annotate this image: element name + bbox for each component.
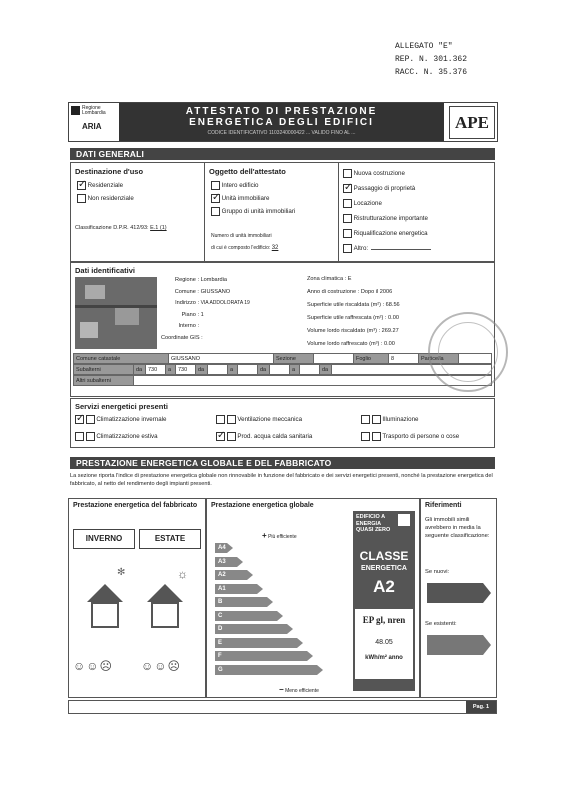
dati-identificativi-box xyxy=(70,262,495,397)
comune-catastale-label: Comune catastale xyxy=(74,354,169,364)
summer-house-roof-icon xyxy=(147,584,183,602)
servizi-title: Servizi energetici presenti xyxy=(75,402,168,411)
altri-subalterni-table xyxy=(73,375,492,386)
inverno-label: INVERNO xyxy=(73,529,135,549)
checkbox-estiva[interactable] xyxy=(75,432,84,441)
ep-unit: kWh/m² anno xyxy=(365,655,403,661)
building-shape xyxy=(80,322,98,338)
plus-icon: + xyxy=(262,531,267,540)
field-value: GIUSSANO xyxy=(200,288,231,295)
label-nuova: Nuova costruzione xyxy=(353,170,405,178)
a-label: a xyxy=(290,365,300,375)
label-locazione: Locazione xyxy=(353,200,382,208)
altri-subalterni-label: Altri subalterni xyxy=(74,376,134,386)
field-key: Interno : xyxy=(178,323,199,329)
class-arrow-a4: A4 xyxy=(215,543,227,553)
classificazione-label: Classificazione D.P.R. 412/93: xyxy=(75,225,149,231)
class-panel xyxy=(353,511,415,691)
da-label: da xyxy=(320,365,332,375)
oggetto-title: Oggetto dell'attestato xyxy=(209,167,286,176)
cell xyxy=(300,365,320,375)
location-fields xyxy=(161,275,301,344)
label-acs: Prod. acqua calda sanitaria xyxy=(237,433,313,441)
piu-efficiente xyxy=(262,531,297,540)
field-value: 0.00 xyxy=(388,315,399,321)
field-key: Regione : xyxy=(175,277,199,283)
class-arrow-a2: A2 xyxy=(215,570,247,580)
field-key: Superficie utile riscaldata (m²) : xyxy=(307,302,385,308)
servizio-estiva[interactable] xyxy=(75,432,158,441)
riferimenti-title: Riferimenti xyxy=(425,502,462,509)
snowflake-icon: ✻ xyxy=(117,567,126,578)
racc-line: RACC. N. 35.376 xyxy=(395,68,468,77)
field-key: Anno di costruzione : xyxy=(307,289,360,295)
field-interno xyxy=(161,321,301,333)
motivo-passaggio[interactable] xyxy=(343,184,431,199)
label-invernale: Climatizzazione invernale xyxy=(96,416,167,424)
fabbricato-box xyxy=(68,498,206,698)
field-comune xyxy=(161,287,301,299)
checkbox-invernale[interactable] xyxy=(75,415,84,424)
checkbox-gruppo[interactable] xyxy=(211,207,220,216)
title-line-1: ATTESTATO DI PRESTAZIONE xyxy=(185,106,378,117)
fan-icon xyxy=(227,415,236,424)
arrow-tip xyxy=(483,635,491,655)
field-key: Zona climatica : xyxy=(307,276,347,282)
a-label: a xyxy=(166,365,176,375)
label-residenziale: Residenziale xyxy=(87,182,124,190)
energetica-label: ENERGETICA xyxy=(361,565,407,572)
destinazione-list xyxy=(77,181,134,207)
altro-line xyxy=(371,249,431,250)
notary-stamp xyxy=(428,312,508,392)
da-label: da xyxy=(134,365,146,375)
field-value: Dopo il 2006 xyxy=(360,289,393,295)
checkbox-locazione[interactable] xyxy=(343,199,352,208)
se-esistenti-label: Se esistenti: xyxy=(425,621,457,627)
field-value: 269.27 xyxy=(381,328,399,334)
checkbox-non-residenziale[interactable] xyxy=(77,194,86,203)
label-riqualificazione: Riqualificazione energetica xyxy=(353,230,428,238)
checkbox-riqualificazione[interactable] xyxy=(343,229,352,238)
composto xyxy=(211,245,278,251)
comune-catastale-value: GIUSSANO xyxy=(169,354,274,364)
sezione-value xyxy=(314,354,354,364)
estate-label: ESTATE xyxy=(139,529,201,549)
subalterni-label: Subalterni xyxy=(74,365,134,375)
region-name: Regione Lombardia xyxy=(82,105,106,116)
label-unita: Unità immobiliare xyxy=(221,195,270,203)
class-arrow-b: B xyxy=(215,597,267,607)
class-arrow-f: F xyxy=(215,651,307,661)
motivo-riqualificazione[interactable] xyxy=(343,229,431,244)
checkbox-nuova[interactable] xyxy=(343,169,352,178)
oggetto-intero[interactable] xyxy=(211,181,295,194)
field-value: 68.56 xyxy=(385,302,400,308)
a-label: a xyxy=(228,365,238,375)
nzeb-checkbox[interactable] xyxy=(398,514,410,526)
region-logo xyxy=(71,106,117,140)
particella-label: Particella xyxy=(419,354,459,364)
classificazione-value: E.1 (1) xyxy=(150,225,167,231)
building-shape xyxy=(115,307,139,325)
annex-block xyxy=(395,40,467,79)
divider xyxy=(204,163,205,261)
field-piano xyxy=(161,310,301,322)
servizio-ventilazione[interactable] xyxy=(216,415,302,424)
servizio-trasporto[interactable] xyxy=(361,432,459,441)
checkbox-residenziale[interactable] xyxy=(77,181,86,190)
label-trasporto: Trasporto di persone o cose xyxy=(382,433,460,441)
checkbox-ventilazione[interactable] xyxy=(216,415,225,424)
riferimenti-box xyxy=(420,498,497,698)
class-arrow-c: C xyxy=(215,611,277,621)
class-arrow-g: G xyxy=(215,665,317,675)
title-band xyxy=(119,103,444,141)
label-non-residenziale: Non residenziale xyxy=(87,195,134,203)
section-dati-generali: DATI GENERALI xyxy=(70,148,495,160)
snowflake-icon xyxy=(86,432,95,441)
label-altro: Altro: xyxy=(353,245,369,253)
field-value: 1 xyxy=(200,311,204,318)
field-regione xyxy=(161,275,301,287)
sezione-label: Sezione xyxy=(274,354,314,364)
label-intero: Intero edificio xyxy=(221,182,259,190)
table-row xyxy=(74,376,492,386)
page-number: Pag. 1 xyxy=(466,701,496,713)
field-key: Volume lordo raffrescato (m³) : xyxy=(307,341,383,347)
oggetto-unita[interactable] xyxy=(211,194,295,207)
stamp-inner-ring xyxy=(438,322,498,382)
divider xyxy=(338,163,339,261)
motivo-ristrutturazione[interactable] xyxy=(343,214,431,229)
globale-box xyxy=(206,498,420,698)
classificazione xyxy=(75,225,167,231)
summer-rating-smileys: ☺☺☹ xyxy=(141,659,182,673)
globale-title: Prestazione energetica globale xyxy=(211,502,314,509)
meno-efficiente xyxy=(279,685,319,694)
cell xyxy=(270,365,290,375)
destinazione-title: Destinazione d'uso xyxy=(75,167,144,176)
dati-generali-box xyxy=(70,162,495,262)
motivo-altro[interactable] xyxy=(343,244,431,259)
field-key: Coordinate GIS : xyxy=(161,334,203,341)
region-rose-icon xyxy=(71,106,80,115)
label-passaggio: Passaggio di proprietà xyxy=(353,185,416,193)
classe-label: CLASSE xyxy=(359,549,409,563)
checkbox-trasporto[interactable] xyxy=(361,432,370,441)
winter-house-icon xyxy=(91,602,119,628)
foglio-label: Foglio xyxy=(354,354,389,364)
fabbricato-title: Prestazione energetica del fabbricato xyxy=(73,502,198,509)
piu-label: Più efficiente xyxy=(268,534,297,540)
foglio-value: 8 xyxy=(389,354,419,364)
field-anno xyxy=(307,286,492,299)
field-value: E xyxy=(347,276,352,282)
field-value: VIA ADDOLORATA 19 xyxy=(200,300,250,306)
subalterni-table xyxy=(73,364,492,375)
nzeb-label: EDIFICIO A ENERGIA QUASI ZERO xyxy=(356,514,391,533)
motivo-locazione[interactable] xyxy=(343,199,431,214)
footer-bar xyxy=(68,700,497,714)
checkbox-unita[interactable] xyxy=(211,194,220,203)
field-indirizzo xyxy=(161,298,301,310)
elevator-icon xyxy=(372,432,381,441)
label-ventilazione: Ventilazione meccanica xyxy=(237,416,303,424)
certificate-header xyxy=(68,102,498,142)
winter-house-roof-icon xyxy=(87,584,123,602)
da-label: da xyxy=(258,365,270,375)
label-estiva: Climatizzazione estiva xyxy=(96,433,158,441)
se-esistenti-arrow xyxy=(427,635,483,655)
checkbox-altro[interactable] xyxy=(343,244,352,253)
label-illuminazione: Illuminazione xyxy=(382,416,419,424)
riferimenti-text: Gli immobili simili avrebbero in media la seguente classificazione: xyxy=(425,517,490,539)
aerial-photo xyxy=(75,277,157,349)
field-key: Volume lordo riscaldato (m³) : xyxy=(307,328,381,334)
arrow-tip xyxy=(483,583,491,603)
ape-logo: APE xyxy=(449,106,495,139)
composto-value: 32 xyxy=(271,245,279,251)
field-key: Indirizzo : xyxy=(175,300,199,306)
sub-da-value: 730 xyxy=(146,365,166,375)
class-arrow-a1: A1 xyxy=(215,584,257,594)
bulb-icon xyxy=(372,415,381,424)
checkbox-illuminazione[interactable] xyxy=(361,415,370,424)
servizio-acs[interactable] xyxy=(216,432,312,441)
oggetto-gruppo[interactable] xyxy=(211,207,295,220)
class-arrow-a3: A3 xyxy=(215,557,237,567)
se-nuovi-arrow xyxy=(427,583,483,603)
field-value: 0.00 xyxy=(384,341,395,347)
summer-house-icon xyxy=(151,602,179,628)
field-sup-risc xyxy=(307,299,492,312)
field-key: Piano : xyxy=(181,311,199,318)
title-line-2: ENERGETICA DEGLI EDIFICI xyxy=(189,117,374,128)
minus-icon: − xyxy=(279,685,284,694)
field-gis xyxy=(161,333,301,345)
rep-line: REP. N. 301.362 xyxy=(395,55,468,64)
label-gruppo: Gruppo di unità immobiliari xyxy=(221,208,296,216)
table-row xyxy=(74,365,492,375)
field-zona xyxy=(307,273,492,286)
building-shape xyxy=(85,285,105,299)
servizi-box xyxy=(70,398,495,448)
code-line: CODICE IDENTIFICATIVO 1103240000422 ... VALIDO FINO AL ... xyxy=(207,130,356,136)
aria-logo: ARIA xyxy=(82,122,102,131)
radiator-icon xyxy=(86,415,95,424)
ep-value: 48.05 xyxy=(375,639,393,646)
checkbox-passaggio[interactable] xyxy=(343,184,352,193)
motivo-nuova[interactable] xyxy=(343,169,431,184)
servizio-illuminazione[interactable] xyxy=(361,415,418,424)
class-arrow-e: E xyxy=(215,638,297,648)
numero-unita: Numero di unità immobiliari xyxy=(211,233,272,239)
winter-rating-smileys: ☺☺☹ xyxy=(73,659,114,673)
class-arrow-d: D xyxy=(215,624,287,634)
motivo-list xyxy=(343,169,431,259)
field-key: Comune : xyxy=(174,288,199,295)
dati-identificativi-title: Dati identificativi xyxy=(75,266,136,275)
oggetto-list xyxy=(211,181,295,220)
tap-icon xyxy=(227,432,236,441)
prestazione-intro: La sezione riporta l'indice di prestazione energetica globale non rinnovabile in funzione del fabbricato e dei servizi energetici presenti, nonché la prestazione energetica del fabbricato, al netto del rendimento degli impianti presenti. xyxy=(70,473,493,487)
section-prestazione: PRESTAZIONE ENERGETICA GLOBALE E DEL FABBRICATO xyxy=(70,457,495,469)
cell xyxy=(238,365,258,375)
sub-a-value: 730 xyxy=(176,365,196,375)
se-nuovi-label: Se nuovi: xyxy=(425,569,450,575)
checkbox-intero[interactable] xyxy=(211,181,220,190)
energy-scale xyxy=(215,543,355,683)
road-line xyxy=(75,305,157,308)
annex-line: ALLEGATO "E" xyxy=(395,42,453,51)
composto-label: di cui è composto l'edificio: xyxy=(211,245,271,251)
sun-icon: ☼ xyxy=(177,567,188,581)
servizio-invernale[interactable] xyxy=(75,415,167,424)
cell xyxy=(208,365,228,375)
checkbox-acs[interactable] xyxy=(216,432,225,441)
field-value: Lombardia xyxy=(200,277,227,283)
destinazione-non-residenziale[interactable] xyxy=(77,194,134,207)
label-ristrutturazione: Ristrutturazione importante xyxy=(353,215,428,223)
checkbox-ristrutturazione[interactable] xyxy=(343,214,352,223)
classe-value: A2 xyxy=(373,577,395,596)
meno-label: Meno efficiente xyxy=(285,688,319,694)
field-key: Superficie utile raffrescata (m²) : xyxy=(307,315,387,321)
ep-box xyxy=(355,609,413,679)
da-label: da xyxy=(196,365,208,375)
destinazione-residenziale[interactable] xyxy=(77,181,134,194)
ep-label: EP gl, nren xyxy=(362,615,406,625)
